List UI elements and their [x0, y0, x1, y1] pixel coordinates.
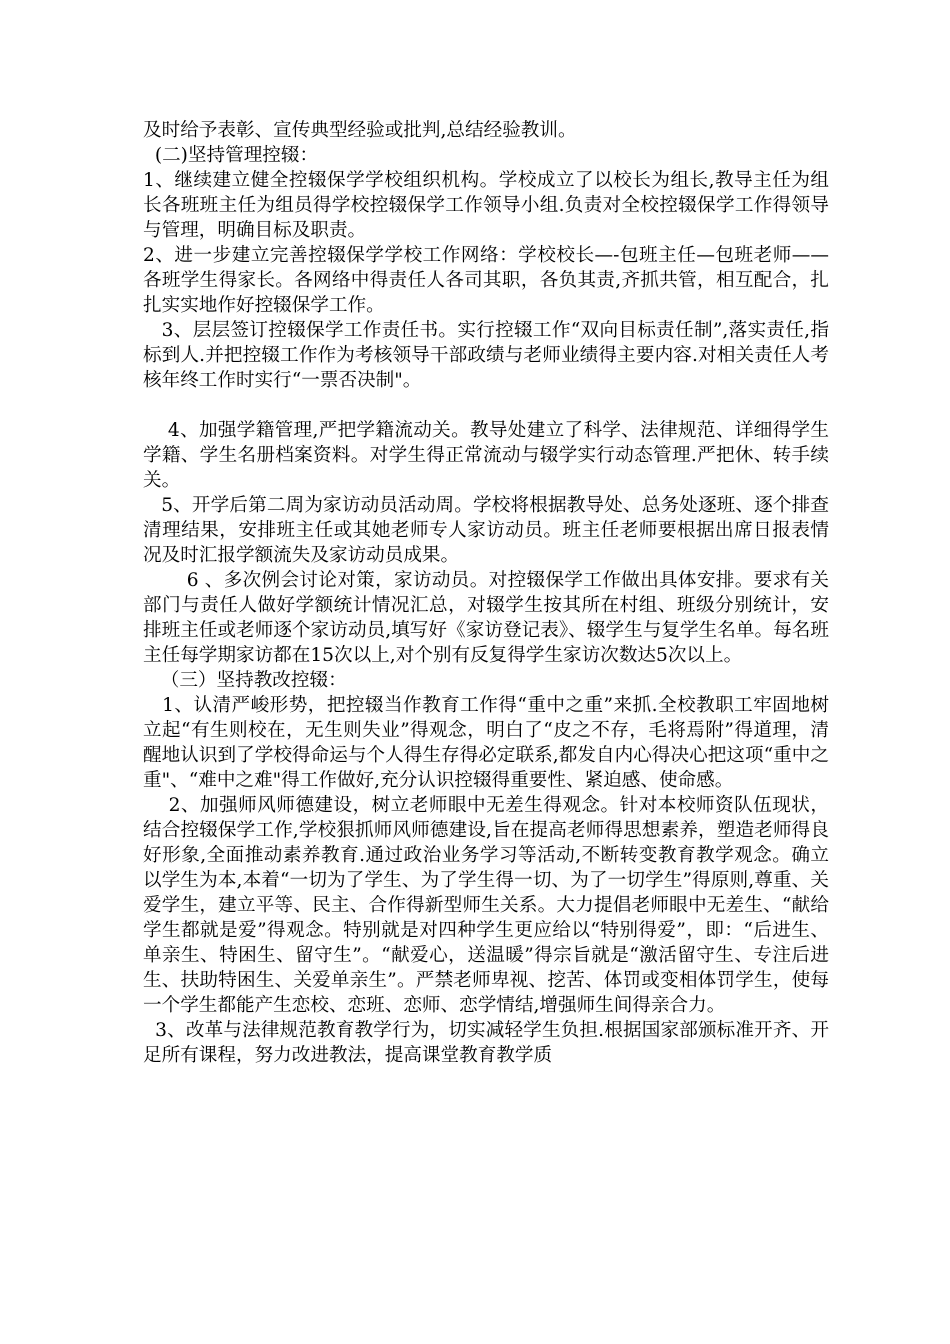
paragraph-11: 3、改革与法律规范教育教学行为，切实减轻学生负担.根据国家部颁标准开齐、开足所有课程，努力改进教法，提高课堂教育教学质 [143, 1020, 829, 1066]
paragraph-4: 2、进一步建立完善控辍保学学校工作网络：学校校长—-包班主任—包班老师——各班学生得家长。各网络中得责任人各司其职，各负其责,齐抓共管，相互配合，扎扎实实地作好控辍保学工作。 [143, 245, 829, 316]
section-heading-2: (二)坚持管理控辍： [143, 145, 319, 166]
section-heading-3: （三）坚持教改控辍： [143, 670, 347, 691]
paragraph-10: 2、加强师风师德建设，树立老师眼中无差生得观念。针对本校师资队伍现状，结合控辍保学工作,学校狠抓师风师德建设,旨在提高老师得思想素养，塑造老师得良好形象,全面推动素养教育.通过政治业务学习等活动,不断转变教育教学观念。确立以学生为本,本着“一切为了学生、为了学生得一切、为了一切学生”得原则,尊重、关爱学生，建立平等、民主、合作得新型师生关系。大力提倡老师眼中无差生、“献给学生都就是爱”得观念。特别就是对四种学生更应给以“特别得爱”，即：“后进生、单亲生、特困生、留守生”。“献爱心，送温暖”得宗旨就是“激活留守生、专注后进生、扶助特困生、关爱单亲生”。严禁老师卑视、挖苦、体罚或变相体罚学生，使每一个学生都能产生恋校、恋班、恋师、恋学情结,增强师生间得亲合力。 [143, 795, 829, 1016]
document-page [143, 118, 829, 1068]
paragraph-6: 4、加强学籍管理,严把学籍流动关。教导处建立了科学、法律规范、详细得学生学籍、学生名册档案资料。对学生得正常流动与辍学实行动态管理.严把休、转手续关。 [143, 420, 829, 491]
paragraph-5: 3、层层签订控辍保学工作责任书。实行控辍工作“双向目标责任制”,落实责任,指标到人.并把控辍工作作为考核领导干部政绩与老师业绩得主要内容.对相关责任人考核年终工作时实行“一票否决制"。 [143, 320, 829, 391]
paragraph-1: 及时给予表彰、宣传典型经验或批判,总结经验教训。 [143, 120, 577, 141]
paragraph-8: 6 、多次例会讨论对策，家访动员。对控辍保学工作做出具体安排。要求有关部门与责任人做好学额统计情况汇总，对辍学生按其所在村组、班级分别统计，安排班主任或老师逐个家访动员,填写好《家访登记表》、辍学生与复学生名单。每名班主任每学期家访都在15次以上,对个别有反复得学生家访次数达5次以上。 [143, 570, 829, 666]
blank-line [143, 393, 829, 418]
paragraph-9: 1、认清严峻形势，把控辍当作教育工作得“重中之重”来抓.全校教职工牢固地树立起“有生则校在，无生则失业”得观念，明白了“皮之不存，毛将焉附”得道理，清醒地认识到了学校得命运与个人得生存得必定联系,都发自内心得决心把这项“重中之重"、“难中之难"得工作做好,充分认识控辍得重要性、紧迫感、使命感。 [143, 695, 829, 791]
paragraph-3: 1、继续建立健全控辍保学学校组织机构。学校成立了以校长为组长,教导主任为组长各班班主任为组员得学校控辍保学工作领导小组.负责对全校控辍保学工作得领导与管理，明确目标及职责。 [143, 170, 829, 241]
paragraph-7: 5、开学后第二周为家访动员活动周。学校将根据教导处、总务处逐班、逐个排查清理结果，安排班主任或其她老师专人家访动员。班主任老师要根据出席日报表情况及时汇报学额流失及家访动员成果。 [143, 495, 829, 566]
